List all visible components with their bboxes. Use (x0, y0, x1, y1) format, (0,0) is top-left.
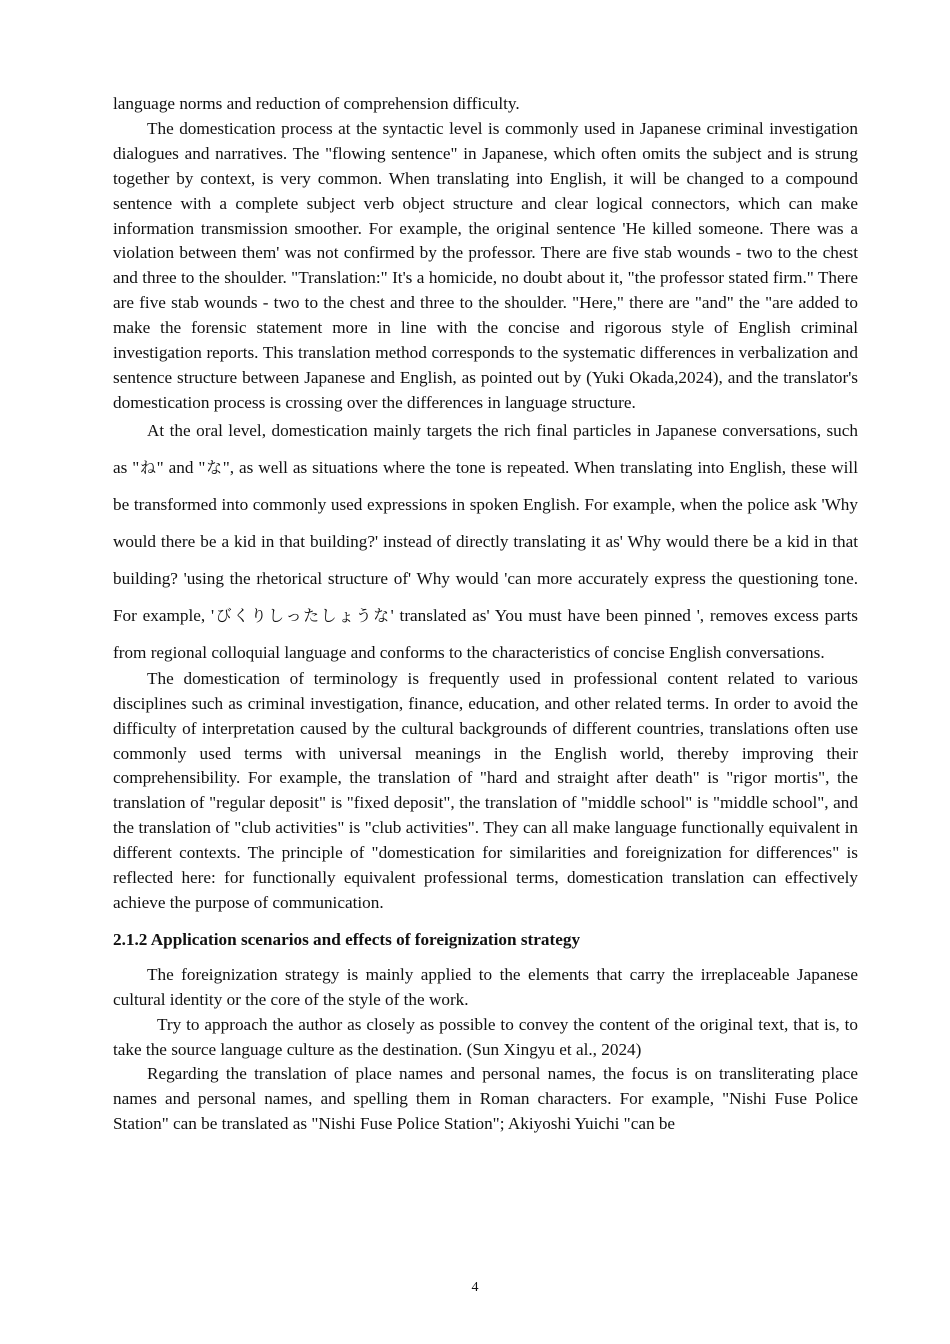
paragraph-names-transliteration: Regarding the translation of place names and personal names, the focus is on transliterating place names and personal names, and spelling them in Roman characters. For example, "Nishi Fuse Police Station" can be translated as "Nishi Fuse Police Station"; Akiyoshi Yuichi "can be (113, 1064, 858, 1134)
paragraph-oral-domestication (113, 412, 858, 671)
paragraph-foreignization-intro: The foreignization strategy is mainly applied to the elements that carry the irreplaceable Japanese cultural identity or the core of the style of the work. (113, 964, 858, 1009)
section-heading: 2.1.2 Application scenarios and effects of foreignization strategy (113, 929, 581, 949)
oral-text-d: ' translated as' You must have been pinned ', removes excess parts from regional colloquial language and conforms to the characteristics of concise English conversations. (113, 605, 858, 662)
japanese-particle-na: な (205, 457, 223, 477)
paragraph-foreignization-quote: Try to approach the author as closely as possible to convey the content of the original text, that is, to take the source language culture as the destination. (Sun Xingyu et al., 2024) (113, 1014, 858, 1059)
japanese-phrase: びくりしったしょうな (214, 605, 391, 625)
oral-text-a: At the oral level, domestication mainly targets the rich final particles in Japanese conversations, such as " (113, 420, 858, 477)
paragraph-terminology-domestication: The domestication of terminology is frequently used in professional content related to various disciplines such as criminal investigation, finance, education, and other related terms. In order to avoid the difficulty of interpretation caused by the cultural backgrounds of different countries, translations often use commonly used terms with universal meanings in the English world, thereby improving their comprehensibility. For example, the translation of "hard and straight after death" is "rigor mortis", the translation of "regular deposit" is "fixed deposit", the translation of "middle school" is "middle school", and the translation of "club activities" is "club activities". They can all make language functionally equivalent in different contexts. The principle of "domestication for similarities and foreignization for differences" is reflected here: for functionally equivalent professional terms, domestication translation can effectively achieve the purpose of communication. (113, 668, 858, 912)
oral-text-c: ", as well as situations where the tone is repeated. When translating into English, these will be transformed into commonly used expressions in spoken English. For example, when the police ask 'Why would there be a kid in that building?' instead of directly translating it as' Why would there be a kid in that building? 'using the rhetorical structure of' Why would 'can more accurately express the questioning tone. For example, ' (113, 457, 858, 625)
document-page (113, 92, 858, 1137)
oral-text-b: " and " (156, 457, 206, 477)
paragraph-continuation: language norms and reduction of comprehension difficulty. (113, 94, 520, 113)
japanese-particle-ne: ね (139, 457, 157, 477)
page-number: 4 (471, 1280, 479, 1295)
paragraph-syntactic-domestication: The domestication process at the syntactic level is commonly used in Japanese criminal investigation dialogues and narratives. The "flowing sentence" in Japanese, which often omits the subject and is strung together by context, is very common. When translating into English, it will be changed to a compound sentence with a complete subject verb object structure and clear logical connectors, which can make information transmission smoother. For example, the original sentence 'He killed someone. There was a violation between them' was not confirmed by the professor. There are five stab wounds - two to the chest and three to the shoulder. "Translation:" It's a homicide, no doubt about it, "the professor stated firm." There are five stab wounds - two to the chest and three to the shoulder. "Here," there are "and" the "are added to make the forensic statement more in line with the concise and rigorous style of English criminal investigation reports. This translation method corresponds to the systematic differences in verbalization and sentence structure between Japanese and English, as pointed out by (Yuki Okada,2024), and the translator's domestication process is crossing over the differences in language structure. (113, 118, 858, 412)
